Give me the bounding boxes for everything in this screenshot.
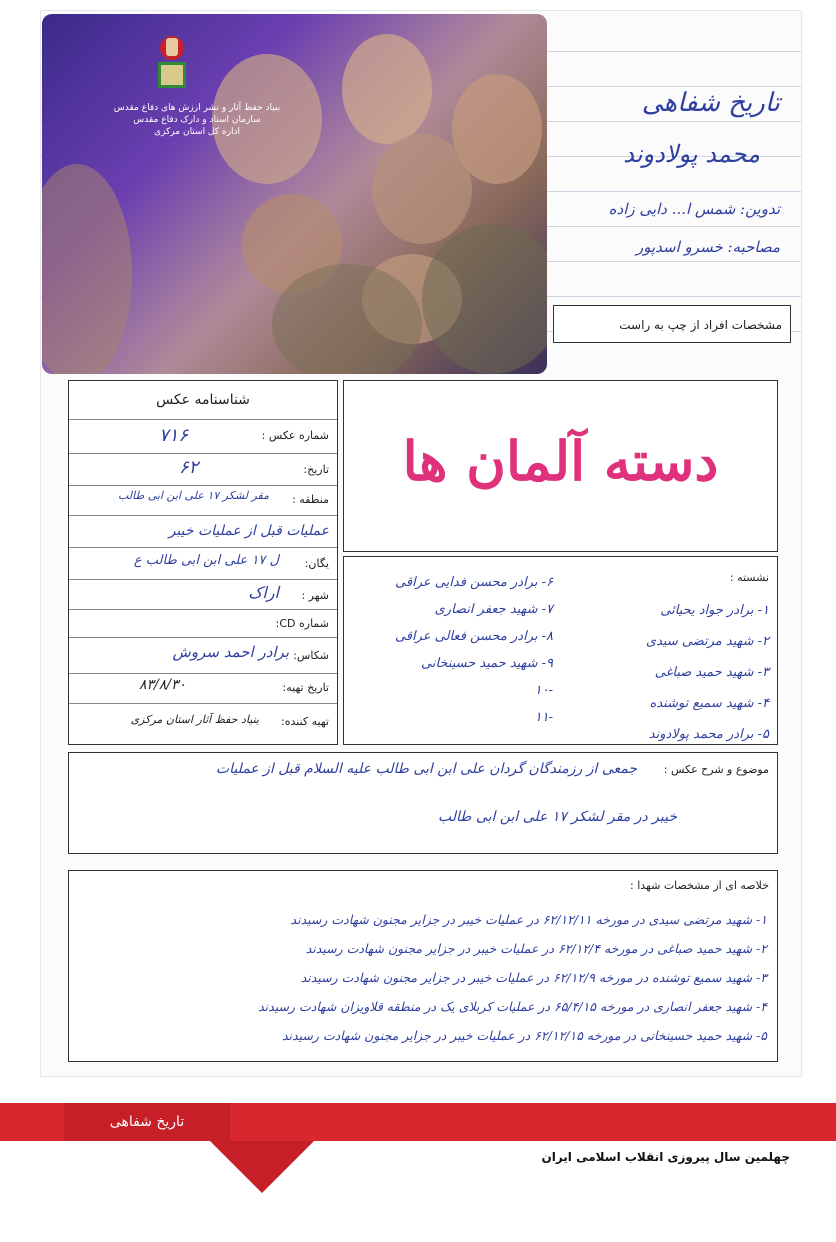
names-right-column — [559, 595, 769, 750]
subject-label: موضوع و شرح عکس : — [663, 763, 769, 776]
martyrs-label: خلاصه ای از مشخصات شهدا : — [630, 879, 769, 892]
person-name: ۵- برادر محمد پولادوند — [648, 727, 769, 742]
person-name: -۱۱ — [534, 710, 553, 725]
fist-emblem-icon — [152, 32, 192, 92]
photographer-label: شکاس: — [293, 649, 329, 662]
compiler-line: تدوین: شمس ا... دایی زاده — [608, 200, 780, 218]
subject-box — [68, 752, 778, 854]
title-box — [343, 380, 778, 552]
prep-date-label: تاریخ تهیه: — [282, 681, 329, 694]
org-caption-line: اداره کل استان مرکزی — [154, 127, 240, 137]
martyrs-list — [77, 905, 767, 1050]
photographer-value: برادر احمد سروش — [172, 643, 289, 661]
title-line-1: تاریخ شفاهی — [641, 88, 780, 118]
martyrs-box — [68, 870, 778, 1062]
org-caption-line: سازمان اسناد و دارک دفاع مقدس — [133, 115, 261, 125]
banner-label: تاریخ شفاهی — [109, 1114, 185, 1130]
region-value: مقر لشکر ۱۷ علی ابن ابی طالب — [117, 489, 269, 502]
names-box — [343, 556, 778, 745]
org-caption-line: بنیاد حفظ آثار و نشر ارزش های دفاع مقدس — [113, 103, 281, 113]
photo-number-value: ۷۱۶ — [159, 425, 189, 446]
unit-value: ل ۱۷ علی ابن ابی طالب ع — [133, 553, 279, 568]
martyr-entry: ۱- شهید مرتضی سیدی در مورخه ۶۲/۱۲/۱۱ در عملیات خیبر در جزایر مجنون شهادت رسیدند — [290, 912, 767, 927]
photo-number-label: شماره عکس : — [261, 429, 329, 442]
martyr-entry: ۴- شهید جعفر انصاری در مورخه ۶۵/۴/۱۵ در عملیات کربلای یک در منطقه قلاویزان شهادت رسیدند — [258, 999, 767, 1014]
prepared-by-label: تهیه کننده: — [281, 715, 329, 728]
subject-line-2: خیبر در مقر لشکر ۱۷ علی ابن ابی طالب — [438, 809, 677, 825]
date-label: تاریخ: — [303, 463, 329, 476]
martyr-entry: ۵- شهید حمید حسینخانی در مورخه ۶۲/۱۲/۱۵ در عملیات خیبر در جزایر مجنون شهادت رسیدند — [281, 1028, 767, 1043]
cd-number-label: شماره CD: — [275, 617, 329, 630]
photo-id-heading: شناسنامه عکس — [69, 381, 337, 420]
subject-line-1: جمعی از رزمندگان گردان علی ابن ابی طالب علیه السلام قبل از عملیات — [215, 761, 637, 777]
title-line-2: محمد پولادوند — [623, 140, 760, 168]
person-name: -۱۰ — [534, 683, 553, 698]
martyr-entry: ۳- شهید سمیع توشنده در مورخه ۶۲/۱۲/۹ در عملیات خیبر در جزایر مجنون شهادت رسیدند — [300, 970, 767, 985]
person-name: ۱- برادر جواد یحیائی — [660, 603, 769, 618]
person-name: ۴- شهید سمیع توشنده — [649, 696, 769, 711]
person-name: ۹- شهید حمید حسینخانی — [421, 656, 553, 671]
photo-id-card — [68, 380, 338, 745]
main-title: دسته آلمان ها — [402, 429, 719, 493]
interviewer-line: مصاحبه: خسرو اسدپور — [636, 238, 780, 256]
prepared-by-value: بنیاد حفظ آثار استان مرکزی — [130, 713, 259, 726]
banner-pointer — [210, 1141, 314, 1193]
names-left-column — [348, 569, 553, 731]
date-value: ۶۲ — [179, 457, 199, 478]
photo-org-caption — [102, 102, 292, 138]
person-name: ۳- شهید حمید صباغی — [654, 665, 769, 680]
footer-banner-tab — [64, 1103, 230, 1141]
seated-label: نشسته : — [729, 571, 769, 584]
footer-tagline: چهلمین سال پیروزی انقلاب اسلامی ایران — [541, 1150, 790, 1164]
people-order-label: مشخصات افراد از چپ به راست — [553, 305, 791, 343]
operation-value: عملیات قبل از عملیات خیبر — [168, 523, 329, 539]
city-value: اراک — [248, 583, 279, 602]
person-name: ۲- شهید مرتضی سیدی — [645, 634, 769, 649]
group-photograph — [42, 14, 547, 374]
martyr-entry: ۲- شهید حمید صباغی در مورخه ۶۲/۱۲/۴ در عملیات خیبر در جزایر مجنون شهادت رسیدند — [305, 941, 767, 956]
city-label: شهر : — [301, 589, 329, 602]
unit-label: یگان: — [304, 557, 329, 570]
region-label: منطقه : — [292, 493, 329, 506]
person-name: ۶- برادر محسن فدایی عراقی — [395, 575, 553, 590]
prep-date-value: ۸۳/۸/۳۰ — [139, 677, 187, 693]
person-name: ۷- شهید جعفر انصاری — [434, 602, 553, 617]
person-name: ۸- برادر محسن فعالی عراقی — [394, 629, 553, 644]
